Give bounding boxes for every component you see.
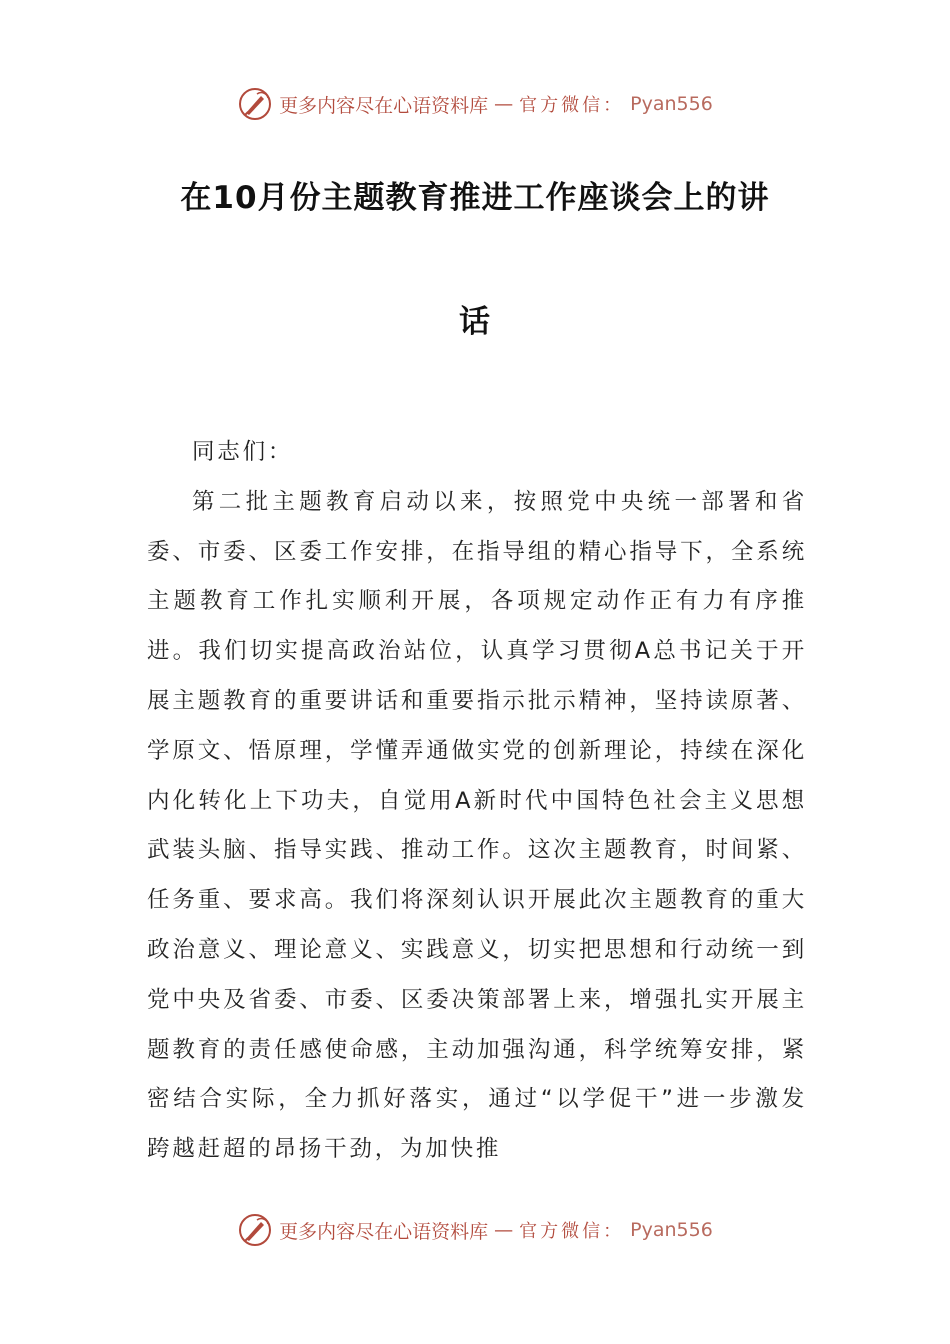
document-title-line-2: 话 [459, 304, 491, 340]
banner-dash: — [494, 1219, 514, 1241]
salutation: 同志们： [192, 439, 294, 465]
document-title-line-1: 在10月份主题教育推进工作座谈会上的讲 [180, 180, 770, 216]
header-watermark-banner [0, 82, 950, 126]
banner-brand-text: 更多内容尽在心语资料库 [279, 94, 489, 117]
quill-logo-icon [237, 1212, 273, 1248]
banner-wechat-id: Pyan556 [630, 1219, 713, 1241]
footer-watermark-banner [0, 1208, 950, 1252]
banner-dash: — [494, 93, 514, 115]
banner-wechat-label: 官方微信： [519, 95, 625, 116]
banner-brand-text: 更多内容尽在心语资料库 [279, 1220, 489, 1243]
body-paragraph: 第二批主题教育启动以来，按照党中央统一部署和省委、市委、区委工作安排，在指导组的精心指导下，全系统主题教育工作扎实顺利开展，各项规定动作正有力有序推进。我们切实提高政治站位，认真学习贯彻A总书记关于开展主题教育的重要讲话和重要指示批示精神，坚持读原著、学原文、悟原理，学懂弄通做实党的创新理论，持续在深化内化转化上下功夫，自觉用A新时代中国特色社会主义思想武装头脑、指导实践、推动工作。这次主题教育，时间紧、任务重、要求高。我们将深刻认识开展此次主题教育的重大政治意义、理论意义、实践意义，切实把思想和行动统一到党中央及省委、市委、区委决策部署上来，增强扎实开展主题教育的责任感使命感，主动加强沟通，科学统筹安排，紧密结合实际，全力抓好落实，通过“以学促干”进一步激发跨越赶超的昂扬干劲，为加快推 [147, 488, 807, 1163]
quill-logo-icon [237, 86, 273, 122]
banner-wechat-label: 官方微信： [519, 1221, 625, 1242]
document-body [147, 428, 807, 1175]
banner-wechat-id: Pyan556 [630, 93, 713, 115]
